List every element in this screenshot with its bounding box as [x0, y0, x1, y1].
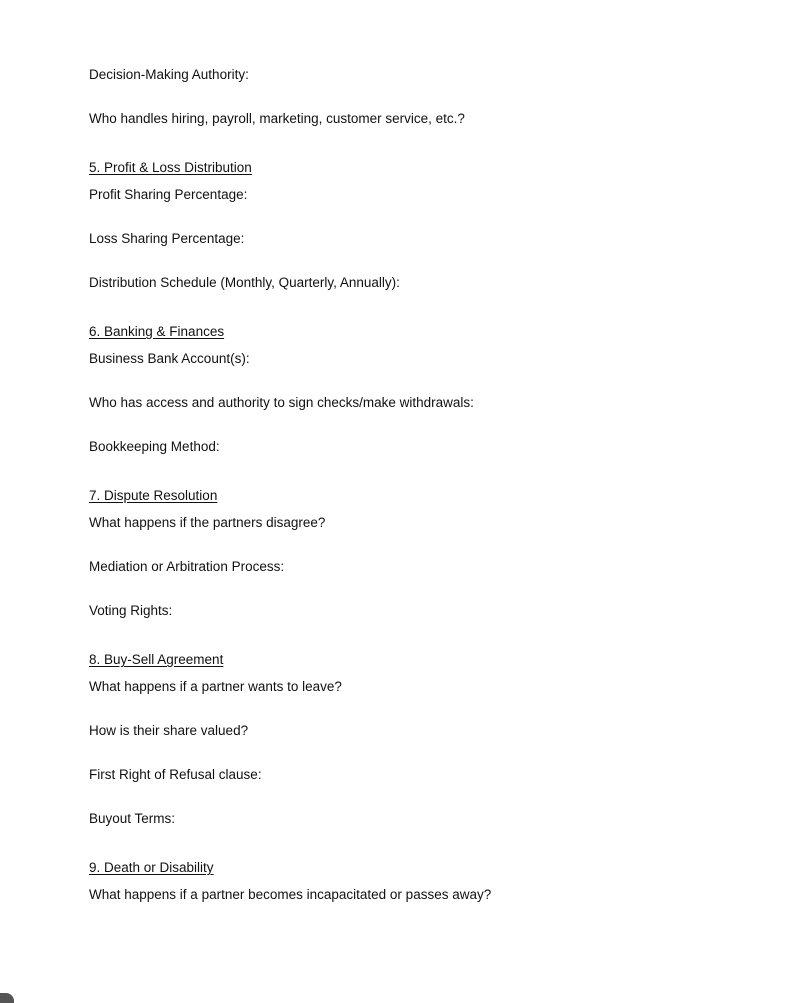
field-label-bank-accounts: Business Bank Account(s):: [89, 351, 250, 366]
field-label-distribution-schedule: Distribution Schedule (Monthly, Quarterly, Annually):: [89, 275, 400, 290]
field-label-partners-disagree: What happens if the partners disagree?: [89, 515, 326, 530]
section-heading-banking-finances: 6. Banking & Finances: [89, 324, 225, 339]
field-label-incapacitated-or-passes: What happens if a partner becomes incapacitated or passes away?: [89, 887, 492, 902]
corner-widget-edge: [0, 993, 14, 1003]
section-heading-death-disability: 9. Death or Disability: [89, 860, 214, 875]
field-label-signing-authority: Who has access and authority to sign checks/make withdrawals:: [89, 395, 474, 410]
section-heading-dispute-resolution: 7. Dispute Resolution: [89, 488, 218, 503]
field-label-loss-sharing: Loss Sharing Percentage:: [89, 231, 245, 246]
field-label-decision-making-authority: Decision-Making Authority:: [89, 67, 249, 82]
field-label-responsibilities: Who handles hiring, payroll, marketing, customer service, etc.?: [89, 111, 465, 126]
field-label-share-valuation: How is their share valued?: [89, 723, 249, 738]
section-heading-profit-loss: 5. Profit & Loss Distribution: [89, 160, 252, 175]
field-label-buyout-terms: Buyout Terms:: [89, 811, 176, 826]
field-label-voting-rights: Voting Rights:: [89, 603, 173, 618]
field-label-first-right-of-refusal: First Right of Refusal clause:: [89, 767, 262, 782]
section-heading-buy-sell-agreement: 8. Buy-Sell Agreement: [89, 652, 224, 667]
field-label-partner-leaves: What happens if a partner wants to leave?: [89, 679, 342, 694]
field-label-profit-sharing: Profit Sharing Percentage:: [89, 187, 248, 202]
field-label-mediation-arbitration: Mediation or Arbitration Process:: [89, 559, 285, 574]
field-label-bookkeeping-method: Bookkeeping Method:: [89, 439, 220, 454]
